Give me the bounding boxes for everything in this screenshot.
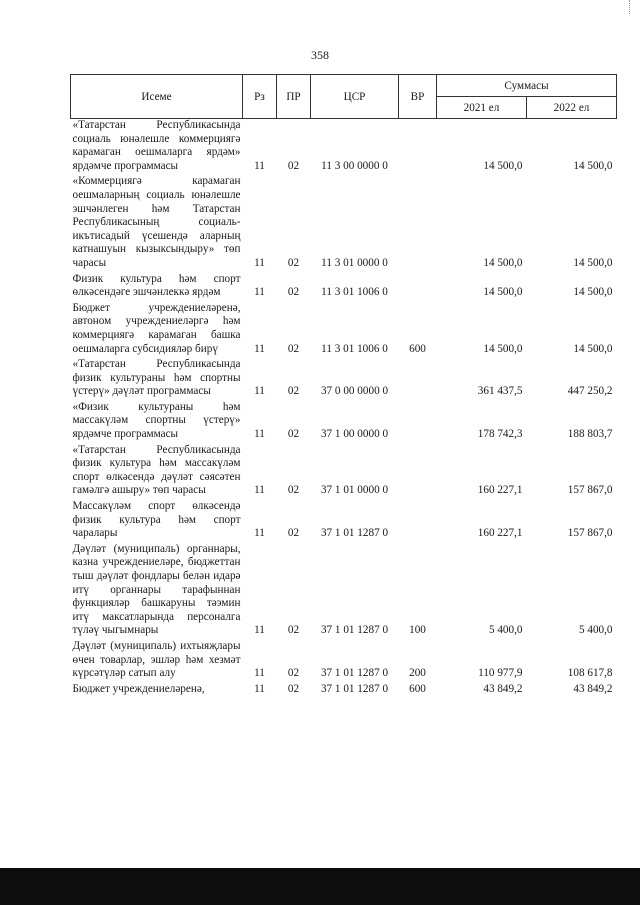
row-rz: 11 bbox=[254, 428, 265, 441]
row-amount-2022: 188 803,7 bbox=[567, 428, 613, 441]
row-csr: 11 3 00 0000 0 bbox=[321, 159, 388, 172]
row-pr: 02 bbox=[287, 682, 300, 695]
header-csr: ЦСР bbox=[311, 75, 399, 119]
row-csr: 11 3 01 0000 0 bbox=[321, 256, 388, 269]
row-amount-2021: 361 437,5 bbox=[477, 385, 523, 398]
row-amount-2022: 14 500,0 bbox=[573, 342, 613, 355]
row-name: Бюджет учреждениеләренә, bbox=[72, 682, 205, 695]
row-vr bbox=[399, 401, 437, 444]
row-pr: 02 bbox=[287, 385, 300, 398]
row-pr: 02 bbox=[287, 484, 300, 497]
table-row bbox=[71, 273, 617, 302]
row-amount-2022: 447 250,2 bbox=[567, 385, 613, 398]
row-csr: 37 1 01 0000 0 bbox=[320, 484, 389, 497]
row-rz: 11 bbox=[254, 484, 265, 497]
header-year-2022: 2022 ел bbox=[527, 97, 617, 119]
header-rz: Рз bbox=[243, 75, 277, 119]
row-name: Массакүләм спорт өлкәсендә физик культура һәм спорт чаралары bbox=[72, 500, 241, 540]
row-pr: 02 bbox=[287, 624, 300, 637]
row-amount-2022: 43 849,2 bbox=[573, 682, 613, 695]
page-number: 358 bbox=[311, 48, 329, 62]
row-rz: 11 bbox=[254, 286, 265, 299]
row-pr: 02 bbox=[287, 527, 300, 540]
table-row bbox=[71, 401, 617, 444]
row-csr: 37 1 01 1287 0 bbox=[320, 682, 389, 695]
row-amount-2021: 160 227,1 bbox=[477, 484, 523, 497]
budget-table bbox=[70, 74, 617, 698]
row-vr: 200 bbox=[409, 667, 426, 680]
row-amount-2021: 43 849,2 bbox=[483, 682, 523, 695]
row-name: «Физик культураны һәм массакүләм спортны үстерү» ярдәмче программасы bbox=[72, 400, 241, 441]
row-rz: 11 bbox=[254, 682, 265, 695]
row-name: Физик культура һәм спорт өлкәсендәге эшчәнлеккә ярдәм bbox=[72, 272, 241, 299]
row-name: Дәүләт (муниципаль) органнары, казна учреждениеләре, бюджеттан тыш дәүләт фондлары белән идарә итү органнары тарафыннан функцияләр башкаруны тәэмин итү максатларында персоналга түләү чыгымнары bbox=[72, 542, 241, 637]
row-amount-2022: 157 867,0 bbox=[567, 527, 613, 540]
row-amount-2021: 14 500,0 bbox=[483, 159, 523, 172]
scan-bottom-band bbox=[0, 868, 640, 905]
row-amount-2021: 14 500,0 bbox=[483, 286, 523, 299]
row-rz: 11 bbox=[254, 159, 265, 172]
row-vr: 600 bbox=[409, 342, 426, 355]
table-row bbox=[71, 543, 617, 640]
row-vr: 600 bbox=[409, 682, 426, 695]
header-sums: Суммасы bbox=[437, 75, 617, 97]
row-rz: 11 bbox=[254, 256, 265, 269]
row-amount-2022: 14 500,0 bbox=[573, 256, 613, 269]
row-amount-2022: 157 867,0 bbox=[567, 484, 613, 497]
row-amount-2021: 5 400,0 bbox=[488, 624, 523, 637]
row-amount-2021: 178 742,3 bbox=[477, 428, 523, 441]
table-row bbox=[71, 302, 617, 358]
row-csr: 37 1 01 1287 0 bbox=[320, 624, 389, 637]
row-pr: 02 bbox=[287, 286, 300, 299]
row-pr: 02 bbox=[287, 256, 300, 269]
row-rz: 11 bbox=[254, 624, 265, 637]
row-name: Дәүләт (муниципаль) ихтыяҗлары өчен товарлар, эшләр һәм хезмәт күрсәтүләр сатып алу bbox=[72, 639, 241, 680]
row-amount-2021: 14 500,0 bbox=[483, 342, 523, 355]
row-vr bbox=[399, 358, 437, 401]
row-csr: 37 1 00 0000 0 bbox=[320, 428, 389, 441]
row-rz: 11 bbox=[254, 667, 265, 680]
row-csr: 11 3 01 1006 0 bbox=[321, 342, 388, 355]
table-row bbox=[71, 358, 617, 401]
row-amount-2022: 14 500,0 bbox=[573, 286, 613, 299]
table-row bbox=[71, 175, 617, 272]
row-amount-2021: 14 500,0 bbox=[483, 256, 523, 269]
row-csr: 37 1 01 1287 0 bbox=[320, 667, 389, 680]
row-vr bbox=[399, 500, 437, 543]
row-vr bbox=[399, 444, 437, 500]
table-row bbox=[71, 683, 617, 699]
row-pr: 02 bbox=[287, 667, 300, 680]
row-amount-2021: 160 227,1 bbox=[477, 527, 523, 540]
header-pr: ПР bbox=[277, 75, 311, 119]
table-row bbox=[71, 500, 617, 543]
row-pr: 02 bbox=[287, 159, 300, 172]
row-amount-2022: 5 400,0 bbox=[578, 624, 613, 637]
row-name: «Коммерциягә карамаган оешмаларның социаль юнәлешле эшчәнлеген һәм Татарстан Республикасының социаль-икътисадый үсешендә аларның катнашуын кызыксындыру» төп чарасы bbox=[72, 175, 241, 269]
row-name: «Татарстан Республикасында социаль юнәлешле коммерциягә карамаган оешмаларга ярдәм» ярдәмче программасы bbox=[72, 119, 241, 172]
table-row bbox=[71, 119, 617, 176]
row-name: «Татарстан Республикасында физик культураны һәм спортны үстерү» дәүләт программасы bbox=[72, 358, 241, 398]
header-name: Исеме bbox=[71, 75, 243, 119]
row-rz: 11 bbox=[254, 527, 265, 540]
header-vr: ВР bbox=[399, 75, 437, 119]
row-csr: 11 3 01 1006 0 bbox=[321, 286, 388, 299]
row-pr: 02 bbox=[287, 428, 300, 441]
row-vr bbox=[399, 119, 437, 176]
row-csr: 37 0 00 0000 0 bbox=[320, 385, 389, 398]
row-amount-2022: 108 617,8 bbox=[567, 667, 613, 680]
row-csr: 37 1 01 1287 0 bbox=[320, 527, 389, 540]
row-amount-2021: 110 977,9 bbox=[478, 667, 523, 680]
table-row bbox=[71, 640, 617, 683]
row-name: «Татарстан Республикасында физик культура һәм массакүләм спорт өлкәсендә дәүләт сәясәтен гамәлгә ашыру» төп чарасы bbox=[72, 443, 241, 497]
header-year-2021: 2021 ел bbox=[437, 97, 527, 119]
row-name: Бюджет учреждениеләренә, автоном учреждениеләргә һәм коммерциягә карамаган башка оешмаларга субсидияләр бирү bbox=[72, 301, 241, 355]
row-rz: 11 bbox=[254, 385, 265, 398]
row-vr bbox=[399, 175, 437, 272]
row-vr: 100 bbox=[409, 624, 426, 637]
table-row bbox=[71, 444, 617, 500]
scan-edge-mark bbox=[629, 0, 640, 14]
row-amount-2022: 14 500,0 bbox=[573, 159, 613, 172]
row-pr: 02 bbox=[287, 342, 300, 355]
row-vr bbox=[399, 273, 437, 302]
row-rz: 11 bbox=[254, 342, 265, 355]
